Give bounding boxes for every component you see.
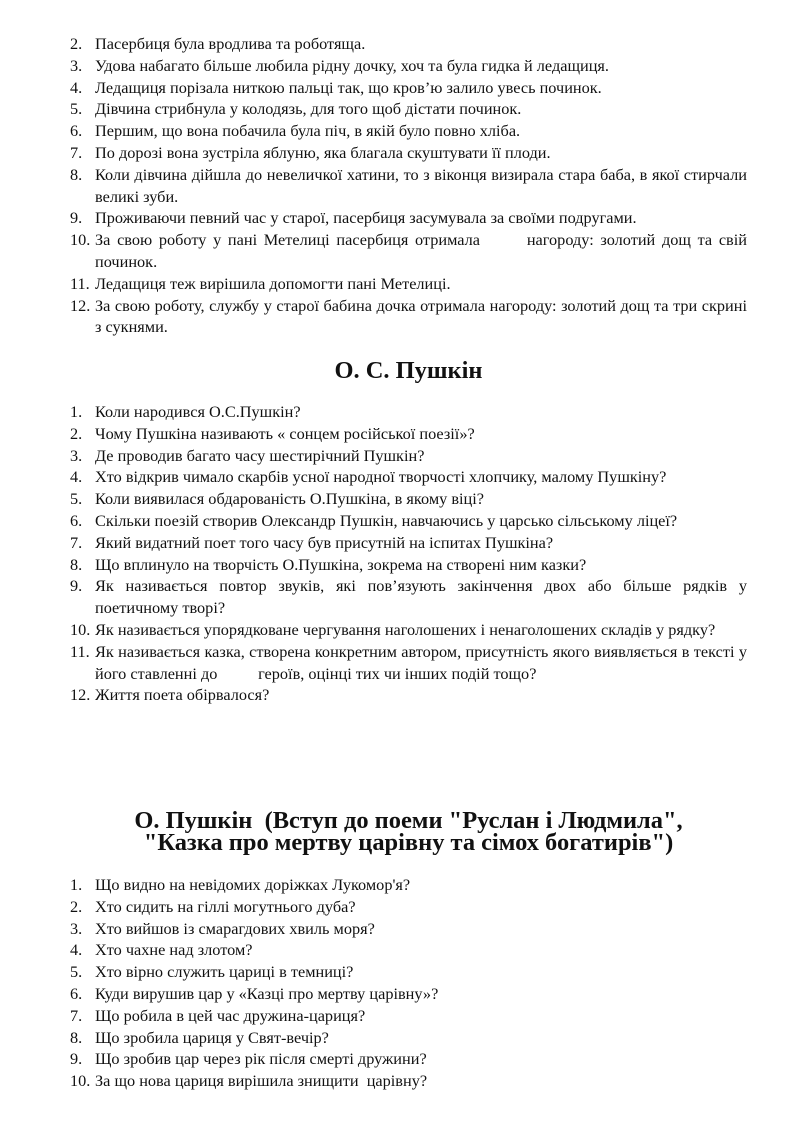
item-number: 12. bbox=[70, 685, 91, 705]
item-number: 3. bbox=[70, 55, 83, 75]
list-item bbox=[70, 120, 747, 142]
item-text: Першим, що вона побачила була піч, в якій було повно хліба. bbox=[95, 121, 521, 141]
item-text: Що зробила цариця у Свят-вечір? bbox=[95, 1027, 329, 1047]
item-text: Коли виявилася обдарованість О.Пушкіна, в якому віці? bbox=[95, 489, 485, 509]
item-number: 4. bbox=[70, 467, 83, 487]
heading-line-1: О. Пушкін (Вступ до поеми "Руслан і Людмила", bbox=[134, 807, 683, 834]
item-number: 10. bbox=[70, 1071, 91, 1091]
list-item bbox=[70, 961, 747, 983]
heading-text: О. С. Пушкін bbox=[334, 357, 483, 384]
item-text: За свою роботу, службу у старої бабина дочка отримала нагороду: золотий дощ та три скрині з сукнями. bbox=[95, 295, 747, 337]
list-item bbox=[70, 1005, 747, 1027]
item-number: 1. bbox=[70, 402, 83, 421]
list-item bbox=[70, 295, 747, 339]
list-item bbox=[70, 1027, 747, 1049]
item-number: 9. bbox=[70, 576, 83, 596]
item-text: Що зробив цар через рік після смерті дружини? bbox=[95, 1049, 427, 1069]
item-text: Хто сидить на гіллі могутнього дуба? bbox=[95, 896, 356, 916]
list-item bbox=[70, 229, 752, 273]
list-item bbox=[70, 401, 747, 423]
list-item bbox=[70, 98, 747, 120]
item-text: Пасербиця була вродлива та роботяща. bbox=[95, 34, 366, 53]
item-text: Як називається упорядковане чергування наголошених і ненаголошених складів у рядку? bbox=[95, 619, 716, 639]
item-text: Дівчина стрибнула у колодязь, для того щоб дістати починок. bbox=[95, 99, 522, 119]
list-item bbox=[70, 554, 747, 576]
item-number: 2. bbox=[70, 34, 83, 53]
item-number: 7. bbox=[70, 532, 83, 552]
list-item bbox=[70, 55, 747, 77]
item-number: 11. bbox=[70, 273, 90, 293]
item-text: За що нова цариця вирішила знищити царівну? bbox=[95, 1071, 428, 1091]
item-text: За свою роботу у пані Метелиці пасербиця отримала нагороду: золотий дощ та свій починок. bbox=[95, 230, 752, 271]
item-text: Хто відкрив чимало скарбів усної народної творчості хлопчику, малому Пушкіну? bbox=[95, 467, 667, 487]
item-text: Що вплинуло на творчість О.Пушкіна, зокрема на створені ним казки? bbox=[95, 554, 587, 574]
list-item bbox=[70, 619, 747, 641]
item-text: Скільки поезій створив Олександр Пушкін, навчаючись у царсько сільському ліцеї? bbox=[95, 510, 678, 530]
ruslan-questions-list bbox=[70, 874, 747, 1092]
item-text: Ледащиця теж вирішила допомогти пані Метелиці. bbox=[95, 273, 451, 293]
list-item bbox=[70, 273, 747, 295]
list-item bbox=[70, 532, 747, 554]
section-heading-pushkin bbox=[70, 357, 747, 384]
list-item bbox=[70, 510, 747, 532]
list-item bbox=[70, 874, 747, 896]
item-text: Що видно на невідомих доріжках Лукомор'я? bbox=[95, 875, 411, 894]
list-item bbox=[70, 142, 747, 164]
item-text: Хто вийшов із смарагдових хвиль моря? bbox=[95, 918, 375, 938]
list-item bbox=[70, 488, 747, 510]
item-number: 5. bbox=[70, 489, 83, 509]
list-item bbox=[70, 939, 747, 961]
item-number: 9. bbox=[70, 208, 83, 228]
item-number: 1. bbox=[70, 875, 83, 894]
item-number: 8. bbox=[70, 554, 83, 574]
item-number: 5. bbox=[70, 962, 83, 982]
list-item bbox=[70, 896, 747, 918]
list-item bbox=[70, 1070, 747, 1092]
list-item bbox=[70, 33, 747, 55]
item-text: Ледащиця порізала ниткою пальці так, що кров’ю залило увесь починок. bbox=[95, 77, 602, 97]
item-number: 6. bbox=[70, 983, 83, 1003]
item-text: Чому Пушкіна називають « сонцем російської поезії»? bbox=[95, 423, 475, 443]
list-item bbox=[70, 575, 747, 619]
item-number: 2. bbox=[70, 423, 83, 443]
item-number: 8. bbox=[70, 1027, 83, 1047]
list-item bbox=[70, 423, 747, 445]
item-text: Проживаючи певний час у старої, пасербиця засумувала за своїми подругами. bbox=[95, 208, 637, 228]
item-number: 10. bbox=[70, 230, 91, 250]
item-text: Як називається повтор звуків, які пов’язують закінчення двох або більше рядків у поетичному творі? bbox=[95, 576, 747, 618]
item-text: Удова набагато більше любила рідну дочку, хоч та була гидка й ледащиця. bbox=[95, 55, 609, 75]
tale-statements-list bbox=[70, 33, 752, 338]
item-text: Коли народився О.С.Пушкін? bbox=[95, 402, 301, 421]
item-text: Який видатний поет того часу був присутній на іспитах Пушкіна? bbox=[95, 532, 554, 552]
item-number: 6. bbox=[70, 121, 83, 141]
item-number: 4. bbox=[70, 77, 83, 97]
list-item bbox=[70, 918, 747, 940]
item-number: 3. bbox=[70, 445, 83, 465]
item-number: 3. bbox=[70, 918, 83, 938]
list-item bbox=[70, 164, 747, 208]
item-text: По дорозі вона зустріла яблуню, яка благала скуштувати її плоди. bbox=[95, 142, 551, 162]
item-number: 5. bbox=[70, 99, 83, 119]
item-text: Коли дівчина дійшла до невеличкої хатини, то з віконця визирала стара баба, в якої стирчали великі зуби. bbox=[95, 164, 747, 206]
item-number: 6. bbox=[70, 510, 83, 530]
item-text: Життя поета обірвалося? bbox=[95, 685, 270, 705]
item-text: Куди вирушив цар у «Казці про мертву царівну»? bbox=[95, 983, 439, 1003]
item-text: Хто вірно служить цариці в темниці? bbox=[95, 962, 354, 982]
list-item bbox=[70, 77, 747, 99]
list-item bbox=[70, 1048, 747, 1070]
heading-line-2: "Казка про мертву царівну та сімох богатирів") bbox=[143, 828, 674, 856]
item-number: 10. bbox=[70, 619, 91, 639]
item-number: 9. bbox=[70, 1049, 83, 1069]
item-number: 7. bbox=[70, 1005, 83, 1025]
item-number: 12. bbox=[70, 295, 91, 315]
item-number: 11. bbox=[70, 641, 90, 661]
list-item bbox=[70, 445, 747, 467]
list-item bbox=[70, 207, 747, 229]
list-item bbox=[70, 684, 747, 706]
item-text: Де проводив багато часу шестирічний Пушкін? bbox=[95, 445, 425, 465]
list-item bbox=[70, 641, 752, 685]
item-number: 8. bbox=[70, 164, 83, 184]
pushkin-questions-list bbox=[70, 401, 752, 706]
item-number: 7. bbox=[70, 142, 83, 162]
item-number: 2. bbox=[70, 896, 83, 916]
item-number: 4. bbox=[70, 940, 83, 960]
item-text: Що робила в цей час дружина-цариця? bbox=[95, 1005, 366, 1025]
item-text: Хто чахне над злотом? bbox=[95, 940, 253, 960]
list-item bbox=[70, 466, 747, 488]
section-heading-ruslan bbox=[70, 807, 747, 856]
item-text: Як називається казка, створена конкретним автором, присутність якого виявляється в тексті у його ставленні до героїв, оцінці тих чи інших подій тощо? bbox=[95, 641, 752, 683]
list-item bbox=[70, 983, 747, 1005]
